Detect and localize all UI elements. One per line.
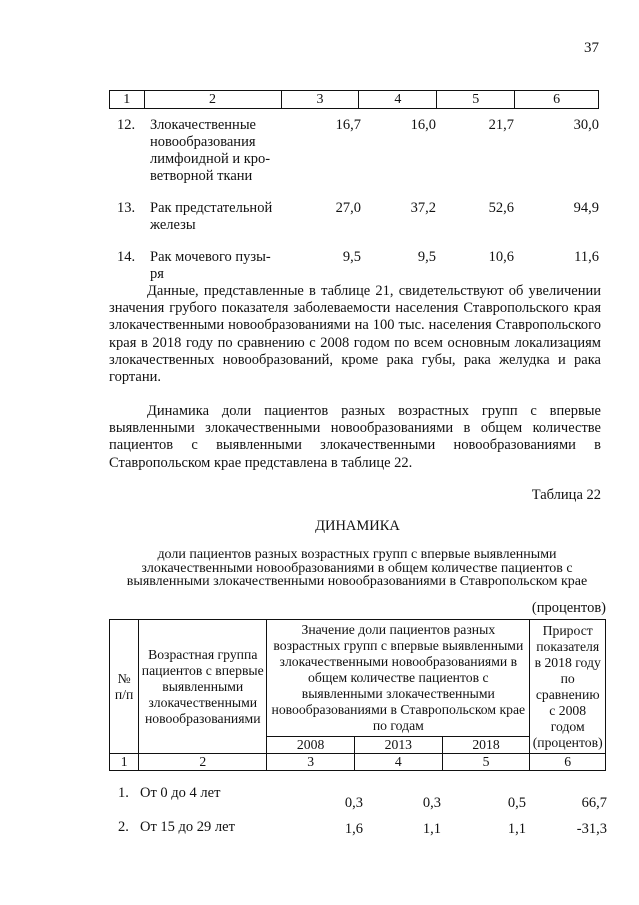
- table1-col-number: 3: [281, 91, 359, 109]
- name-line: железы: [150, 217, 196, 233]
- subtitle-line: доли пациентов разных возрастных групп с впервые выявленными: [157, 547, 557, 562]
- value-cell: 1,1: [422, 821, 441, 837]
- table1-col-number: 4: [359, 91, 437, 109]
- paragraph: Динамика доли пациентов разных возрастных групп с впервые выявленными злокачественными новообразованиями в общем количестве пациентов с выявленными злокачественными новообразованиями в Ставропольском крае представлена в таблице 22.: [109, 403, 601, 471]
- row-name: [150, 249, 290, 283]
- col-header-group: Возрастная группа пациентов с впервые выявленными злокачественными новообразованиями: [139, 620, 267, 754]
- col-number: 6: [530, 754, 606, 771]
- col-header-no: № п/п: [110, 620, 139, 754]
- value-cell: 10,6: [488, 249, 514, 265]
- value-cell: 0,3: [422, 795, 441, 811]
- paragraph: Данные, представленные в таблице 21, свидетельствуют об увеличении значения грубого показателя заболеваемости населения Ставропольского края злокачественными новообразованиями на 100 тыс. населения Ставропольского края в 2018 году по сравнению с 2008 годом по всем основным локализациям злокачественных новообразований, кроме рака губы, рака желудка и рака гортани.: [109, 283, 601, 386]
- value-cell: 30,0: [573, 117, 599, 133]
- value-cell: 94,9: [573, 200, 599, 216]
- row-name: [150, 200, 290, 234]
- row-number: 1.: [118, 785, 129, 801]
- table1-col-number: 5: [437, 91, 515, 109]
- table-subtitle: [102, 548, 612, 589]
- col-number: 2: [139, 754, 267, 771]
- table22: [109, 619, 606, 771]
- table-title: ДИНАМИКА: [315, 518, 400, 534]
- row-number: 13.: [117, 200, 136, 216]
- value-cell: -31,3: [576, 821, 607, 837]
- value-cell: 37,2: [410, 200, 436, 216]
- value-cell: 1,1: [507, 821, 526, 837]
- table-label: Таблица 22: [531, 487, 601, 503]
- col-number: 5: [442, 754, 530, 771]
- name-line: Злокачественные: [150, 117, 256, 133]
- row-name: [150, 117, 290, 185]
- row-number: 2.: [118, 819, 129, 835]
- value-cell: 11,6: [574, 249, 599, 265]
- name-line: ветворной ткани: [150, 168, 253, 184]
- table1-header: [109, 90, 599, 109]
- col-header-growth: Прирост показателя в 2018 году по сравнению с 2008 годом (процентов): [530, 620, 606, 754]
- value-cell: 16,0: [410, 117, 436, 133]
- name-line: лимфоидной и кро-: [150, 151, 271, 167]
- value-cell: 16,7: [335, 117, 361, 133]
- col-header-year: 2013: [354, 737, 442, 754]
- value-cell: 0,5: [507, 795, 526, 811]
- row-number: 14.: [117, 249, 136, 265]
- value-cell: 9,5: [342, 249, 361, 265]
- value-cell: 27,0: [335, 200, 361, 216]
- name-line: Рак мочевого пузы-: [150, 249, 271, 265]
- subtitle-line: выявленными злокачественными новообразованиями в Ставропольском крае: [126, 574, 588, 589]
- row-group: От 15 до 29 лет: [140, 819, 235, 835]
- table1-col-number: 1: [110, 91, 145, 109]
- value-cell: 0,3: [344, 795, 363, 811]
- row-group: От 0 до 4 лет: [140, 785, 221, 801]
- name-line: новообразования: [150, 134, 256, 150]
- name-line: ря: [150, 266, 164, 282]
- name-line: Рак предстательной: [150, 200, 273, 216]
- subtitle-line: злокачественными новообразованиями в общем количестве пациентов с: [141, 560, 573, 576]
- col-number: 1: [110, 754, 139, 771]
- table1-col-number: 6: [515, 91, 599, 109]
- col-number: 4: [354, 754, 442, 771]
- value-cell: 21,7: [488, 117, 514, 133]
- col-number: 3: [267, 754, 355, 771]
- table1-col-number: 2: [144, 91, 281, 109]
- col-header-year: 2008: [267, 737, 355, 754]
- units-label: (процентов): [531, 600, 606, 616]
- page-number: 37: [584, 40, 599, 56]
- value-cell: 66,7: [581, 795, 607, 811]
- col-header-year: 2018: [442, 737, 530, 754]
- value-cell: 1,6: [344, 821, 363, 837]
- value-cell: 9,5: [417, 249, 436, 265]
- col-header-value: Значение доли пациентов разных возрастных групп с впервые выявленными злокачественными новообразованиями в общем количестве пациентов с выявленными злокачественными новообразованиями в Ставропольском крае по годам: [267, 620, 530, 737]
- row-number: 12.: [117, 117, 136, 133]
- value-cell: 52,6: [488, 200, 514, 216]
